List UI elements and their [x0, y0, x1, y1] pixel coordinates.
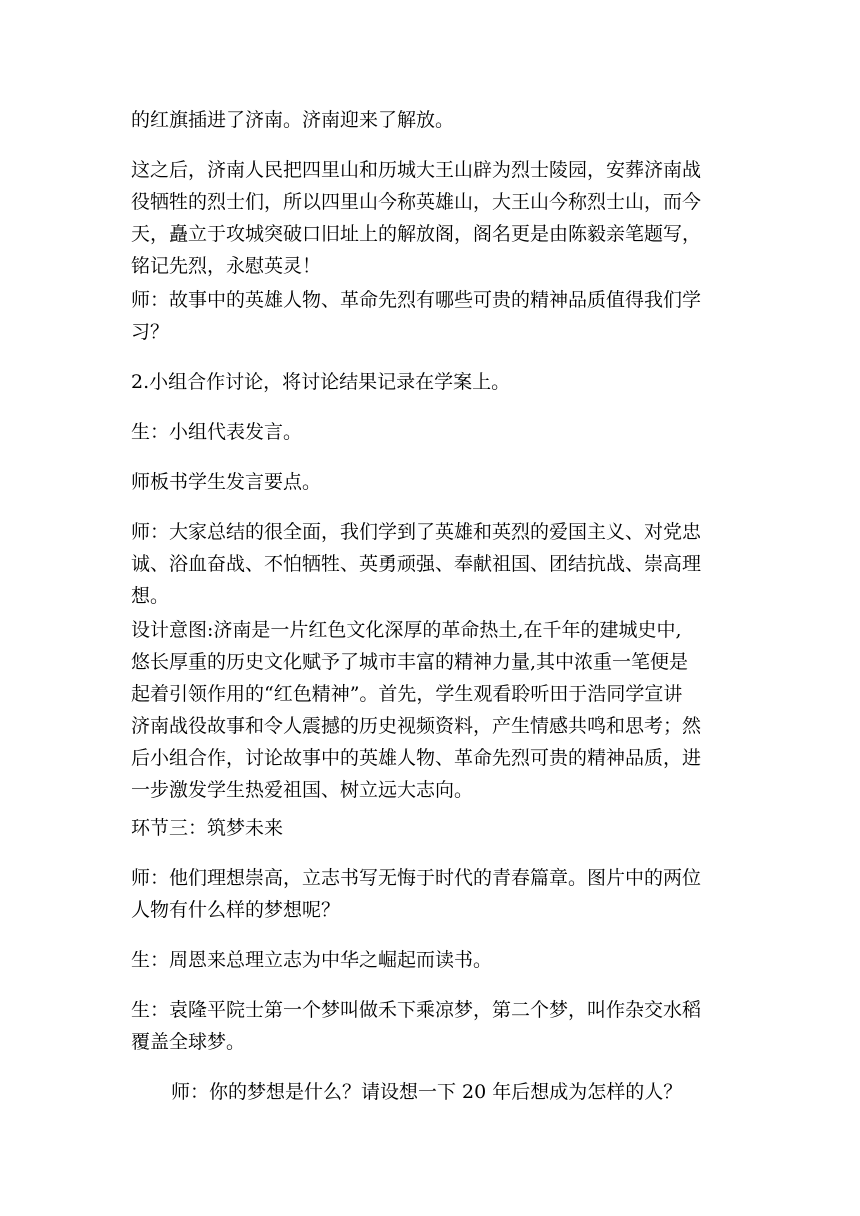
- text-line: 天，矗立于攻城突破口旧址上的解放阁，阁名更是由陈毅亲笔题写，: [131, 223, 702, 245]
- text-line: 师：他们理想崇高，立志书写无悔于时代的青春篇章。图片中的两位: [131, 867, 702, 889]
- text-line: 师板书学生发言要点。: [131, 471, 322, 493]
- text-line: 师：大家总结的很全面，我们学到了英雄和英烈的爱国主义、对党忠: [131, 521, 702, 543]
- text-line: 一步激发学生热爱祖国、树立远大志向。: [131, 779, 474, 801]
- text-line: 覆盖全球梦。: [131, 1031, 246, 1053]
- text-line: 这之后，济南人民把四里山和历城大王山辟为烈士陵园，安葬济南战: [131, 159, 702, 181]
- paragraph-liberation: [131, 104, 731, 136]
- paragraph-student-speech: [131, 416, 731, 448]
- text-line: 济南战役故事和令人震撼的历史视频资料，产生情感共鸣和思考；然: [131, 715, 702, 737]
- paragraph-martyrs-cemetery: [131, 154, 731, 282]
- text-line: 师：你的梦想是什么？请设想一下 20 年后想成为怎样的人？: [171, 1081, 683, 1103]
- text-line: 悠长厚重的历史文化赋予了城市丰富的精神力量,其中浓重一笔便是: [131, 651, 689, 673]
- paragraph-student-yuan: [131, 994, 731, 1058]
- paragraph-teacher-dream-question: [131, 862, 731, 926]
- text-line: 人物有什么样的梦想呢？: [131, 899, 341, 921]
- paragraph-teacher-your-dream: [171, 1076, 731, 1108]
- section-heading: [131, 812, 731, 844]
- text-line: 师：故事中的英雄人物、革命先烈有哪些可贵的精神品质值得我们学: [131, 289, 702, 311]
- text-line: 2.小组合作讨论，将讨论结果记录在学案上。: [131, 371, 511, 393]
- text-line: 生：袁隆平院士第一个梦叫做禾下乘凉梦，第二个梦，叫作杂交水稻: [131, 999, 702, 1021]
- text-line: 生：小组代表发言。: [131, 421, 303, 443]
- paragraph-teacher-summary: [131, 516, 731, 612]
- paragraph-student-zhou: [131, 944, 731, 976]
- text-line: 设计意图:济南是一片红色文化深厚的革命热土,在千年的建城史中,: [131, 619, 682, 641]
- text-line: 后小组合作，讨论故事中的英雄人物、革命先烈可贵的精神品质，进: [131, 747, 702, 769]
- text-line: 诚、浴血奋战、不怕牺牲、英勇顽强、奉献祖国、团结抗战、崇高理: [131, 553, 702, 575]
- text-line: 铭记先烈，永慰英灵！: [131, 255, 322, 277]
- text-line: 起着引领作用的“红色精神”。首先，学生观看聆听田于浩同学宣讲: [131, 683, 683, 705]
- text-line: 环节三：筑梦未来: [131, 817, 284, 839]
- text-line: 想。: [131, 585, 170, 607]
- text-line: 习？: [131, 321, 170, 343]
- text-line: 的红旗插进了济南。济南迎来了解放。: [131, 109, 455, 131]
- paragraph-teacher-question: [131, 284, 731, 348]
- text-line: 役牺牲的烈士们，所以四里山今称英雄山，大王山今称烈士山，而今: [131, 191, 702, 213]
- paragraph-group-discussion: [131, 366, 731, 398]
- text-line: 生：周恩来总理立志为中华之崛起而读书。: [131, 949, 493, 971]
- paragraph-blackboard-notes: [131, 466, 731, 498]
- paragraph-design-intent: [131, 614, 731, 806]
